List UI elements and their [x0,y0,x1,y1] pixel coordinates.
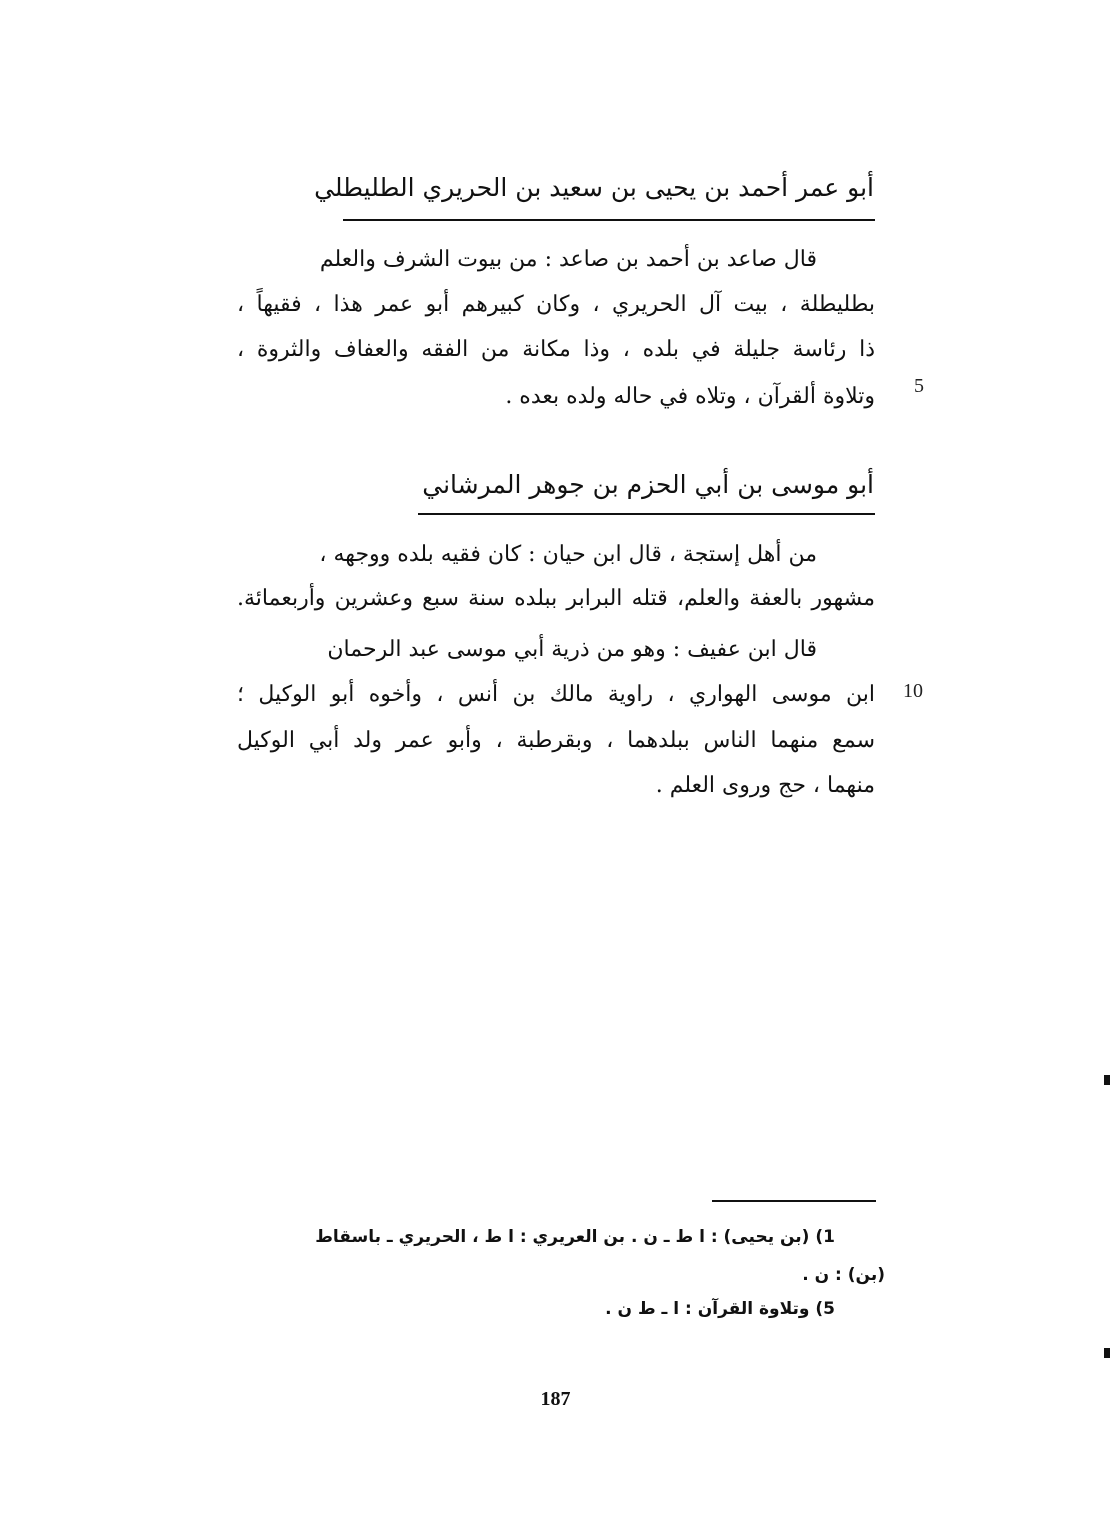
text-line: سمع منهما الناس ببلدهما ، وبقرطبة ، وأبو عمر ولد أبي الوكيل [237,728,875,753]
heading-underline [343,219,875,221]
text-line: مشهور بالعفة والعلم، قتله البرابر ببلده سنة سبع وعشرين وأربعمائة. [237,586,875,611]
footnote-separator [712,1200,876,1202]
text-line: قال ابن عفيف : وهو من ذرية أبي موسى عبد الرحمان [327,637,817,662]
text-line: وتلاوة ألقرآن ، وتلاه في حاله ولده بعده . [505,384,875,409]
text-line: ابن موسى الهواري ، راوية مالك بن أنس ، وأخوه أبو الوكيل ؛ [237,682,875,707]
scan-edge-mark [1104,1348,1110,1358]
line-number-marker: 10 [903,680,923,702]
footnote: 5) وتلاوة القرآن : ا ـ ط ن . [605,1299,835,1319]
text-line: منهما ، حج وروى العلم . [655,773,875,798]
entry-heading: أبو عمر أحمد بن يحيى بن سعيد بن الحريري الطليطلي [314,173,874,202]
text-line: قال صاعد بن أحمد بن صاعد : من بيوت الشرف والعلم [319,247,817,272]
text-line: ذا رئاسة جليلة في بلده ، وذا مكانة من الفقه والعفاف والثروة ، [237,337,875,362]
page-number: 187 [540,1388,571,1410]
text-line: بطليطلة ، بيت آل الحريري ، وكان كبيرهم أبو عمر هذا ، فقيهاً ، [237,292,875,317]
footnote: 1) (بن يحيى) : ا ط ـ ن . بن العريري : ا ط ، الحريري ـ باسقاط [315,1227,835,1247]
text-line: من أهل إستجة ، قال ابن حيان : كان فقيه بلده ووجهه ، [319,542,817,567]
entry-heading: أبو موسى بن أبي الحزم بن جوهر المرشاني [422,470,874,499]
scan-edge-mark [1104,1075,1110,1085]
footnote-continuation: (بن) : ن . [802,1265,885,1285]
heading-underline [418,513,875,515]
line-number-marker: 5 [914,375,924,397]
